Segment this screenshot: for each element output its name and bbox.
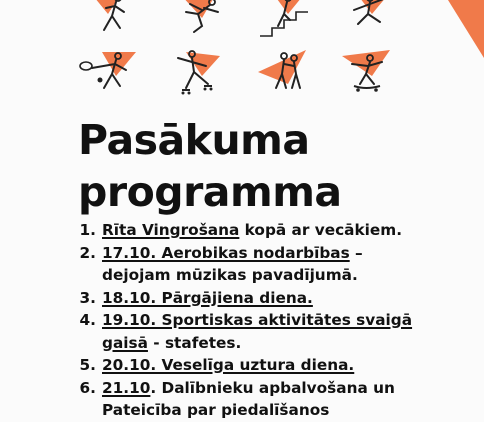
skateboarder-icon — [336, 46, 402, 96]
list-item-continuation: Pateicība par piedalīšanos — [102, 401, 330, 419]
list-item: 1. Rīta Vingrošana kopā ar vecākiem. — [79, 221, 403, 239]
list-item: 5. 20.10. Veselīga uztura diena. — [79, 356, 355, 374]
jumper-icon — [340, 0, 406, 38]
title-line-2: programma — [78, 168, 342, 216]
stair-climber-icon — [254, 0, 320, 42]
roller-skater-icon — [164, 46, 230, 96]
dancing-couple-icon — [254, 46, 320, 96]
tennis-player-icon — [74, 46, 140, 96]
program-list — [66, 219, 476, 422]
title-line-1: Pasākuma — [78, 116, 310, 164]
orange-corner-shape — [440, 0, 484, 60]
list-item: 3. 18.10. Pārgājiena diena. — [79, 288, 313, 307]
page-title — [78, 114, 342, 218]
list-item: 4. 19.10. Sportiskas aktivitātes svaigā — [79, 311, 413, 329]
list-item-continuation: gaisā - stafetes. — [102, 333, 242, 352]
runner-icon — [82, 0, 148, 42]
list-item: 6. 21.10. Dalībnieku apbalvošana un — [79, 378, 395, 397]
list-item-continuation: dejojam mūzikas pavadījumā. — [102, 266, 358, 284]
list-item: 2. 17.10. Aerobikas nodarbības – — [79, 243, 363, 262]
sprinter-icon — [168, 0, 234, 42]
